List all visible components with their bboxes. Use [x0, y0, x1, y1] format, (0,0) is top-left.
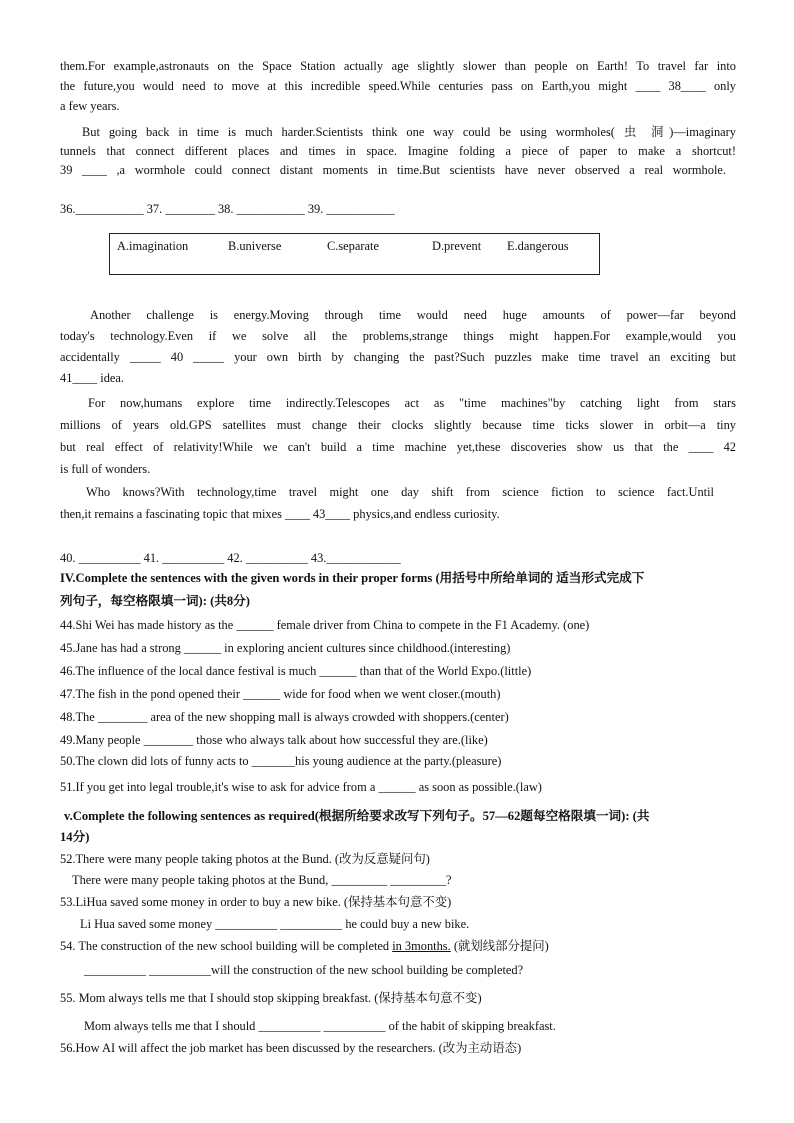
passage-line: a few years.: [60, 99, 120, 113]
passage-line: 39 ____ ,a wormhole could connect distant moments in time.But scientists have never observed a real wormhole.: [60, 163, 726, 177]
question-55-answer[interactable]: Mom always tells me that I should __________ __________ of the habit of skipping breakfast.: [84, 1019, 556, 1033]
question-45[interactable]: 45.Jane has had a strong ______ in exploring ancient cultures since childhood.(interesting): [60, 641, 511, 655]
section-4-heading: 列句子，每空格限填一词): (共8分): [60, 594, 250, 608]
passage-line: then,it remains a fascinating topic that mixes ____ 43____ physics,and endless curiosity.: [60, 507, 500, 521]
question-54-instruction: (就划线部分提问): [450, 939, 549, 953]
word-option: C.separate: [327, 239, 379, 253]
section-4-heading: IV.Complete the sentences with the given words in their proper forms (用括号中所给单词的 适当形式完成下: [60, 571, 645, 585]
question-56: 56.How AI will affect the job market has been discussed by the researchers. (改为主动语态): [60, 1041, 522, 1055]
section-5-heading: v.Complete the following sentences as required(根据所给要求改写下列句子。57—62题每空格限填一词): (共: [64, 809, 650, 823]
passage-line: 41____ idea.: [60, 371, 125, 385]
passage-line: accidentally _____ 40 _____ your own birth by changing the past?Such puzzles make time travel an exciting but: [60, 350, 736, 364]
underlined-part: in 3months.: [392, 939, 451, 953]
question-50[interactable]: 50.The clown did lots of funny acts to _______his young audience at the party.(pleasure): [60, 754, 502, 768]
passage-line: but real effect of relativity!While we can't build a time machine yet,these discoveries show us that the ____ 42: [60, 440, 736, 454]
passage-line: For now,humans explore time indirectly.Telescopes act as "time machines"by catching light from stars: [88, 396, 736, 410]
word-option: B.universe: [228, 239, 282, 253]
question-54: [60, 938, 549, 954]
passage-line: But going back in time is much harder.Scientists think one way could be using wormholes( 虫 洞)—imaginary: [82, 125, 736, 139]
passage-line: them.For example,astronauts on the Space Station actually age slightly slower than people on Earth! To travel far into: [60, 59, 736, 73]
question-53: 53.LiHua saved some money in order to buy a new bike. (保持基本句意不变): [60, 895, 452, 909]
passage-line: millions of years old.GPS satellites must change their clocks slightly because time ticks slower in orbit—a tiny: [60, 418, 736, 432]
question-47[interactable]: 47.The fish in the pond opened their ______ wide for food when we went closer.(mouth): [60, 687, 501, 701]
question-51[interactable]: 51.If you get into legal trouble,it's wise to ask for advice from a ______ as soon as possible.(law): [60, 780, 542, 794]
question-44[interactable]: 44.Shi Wei has made history as the ______ female driver from China to compete in the F1 Academy. (one): [60, 618, 590, 632]
passage-line: Another challenge is energy.Moving through time would need huge amounts of power—far beyond: [90, 308, 736, 322]
question-49[interactable]: 49.Many people ________ those who always talk about how successful they are.(like): [60, 733, 488, 747]
question-53-answer[interactable]: Li Hua saved some money __________ __________ he could buy a new bike.: [80, 917, 470, 931]
passage-line: Who knows?With technology,time travel might one day shift from science fiction to science fact.Until: [86, 485, 714, 499]
answer-blanks-40-43[interactable]: 40. __________ 41. __________ 42. __________ 43.____________: [60, 551, 401, 565]
word-option: D.prevent: [432, 239, 482, 253]
question-52-answer[interactable]: There were many people taking photos at the Bund, _________ _________?: [72, 873, 452, 887]
answer-blanks-36-39[interactable]: 36.___________ 37. ________ 38. ___________ 39. ___________: [60, 202, 395, 216]
question-46[interactable]: 46.The influence of the local dance festival is much ______ than that of the World Expo.(little): [60, 664, 532, 678]
question-55: 55. Mom always tells me that I should stop skipping breakfast. (保持基本句意不变): [60, 991, 482, 1005]
passage-line: the future,you would need to move at this incredible speed.While centuries pass on Earth,you might ____ 38____ only: [60, 79, 736, 93]
question-54-text: 54. The construction of the new school building will be completed: [60, 939, 393, 953]
passage-line: today's technology.Even if we solve all the problems,strange things might happen.For example,would you: [60, 329, 736, 343]
word-option: E.dangerous: [507, 239, 569, 253]
question-52: 52.There were many people taking photos at the Bund. (改为反意疑问句): [60, 852, 430, 866]
passage-line: is full of wonders.: [60, 462, 151, 476]
question-48[interactable]: 48.The ________ area of the new shopping mall is always crowded with shoppers.(center): [60, 710, 509, 724]
word-option: A.imagination: [117, 239, 189, 253]
passage-line: tunnels that connect different places and times in space. Imagine folding a piece of paper to make a shortcut!: [60, 144, 736, 158]
section-5-heading: 14分): [60, 830, 90, 844]
question-54-answer[interactable]: __________ __________will the construction of the new school building be completed?: [84, 963, 524, 977]
